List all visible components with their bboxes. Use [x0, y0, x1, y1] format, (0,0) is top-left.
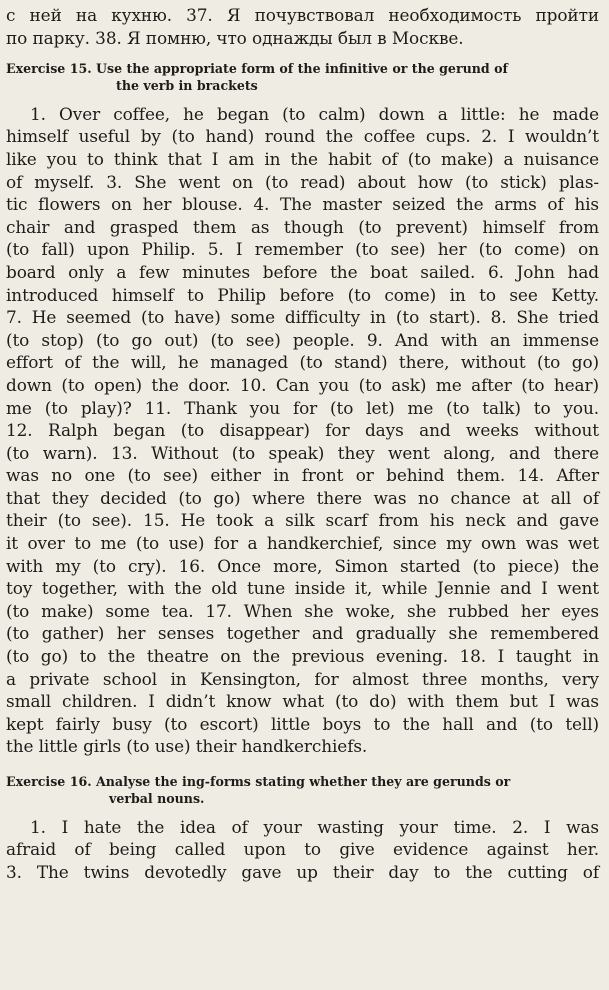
body-line: (to gather) her senses together and gradually she remembered	[6, 623, 599, 644]
body-line: по парку. 38. Я помню, что однажды был в Москве.	[6, 27, 464, 48]
body-line: tic flowers on her blouse. 4. The master seized the arms of his	[6, 194, 599, 215]
body-line: a private school in Kensington, for almost three months, very	[6, 668, 599, 689]
exercise-16-heading	[6, 774, 599, 808]
body-line: 1. I hate the idea of your wasting your time. 2. I was	[30, 816, 599, 837]
body-line: 7. He seemed (to have) some difficulty in (to start). 8. She tried	[6, 307, 599, 328]
body-line: (to go) to the theatre on the previous evening. 18. I taught in	[6, 646, 599, 667]
exercise-16-heading-line-1	[6, 774, 599, 791]
body-line: afraid of being called upon to give evidence against her.	[6, 839, 599, 860]
body-line: board only a few minutes before the boat sailed. 6. John had	[6, 261, 599, 282]
body-line: down (to open) the door. 10. Can you (to ask) me after (to hear)	[6, 374, 599, 395]
body-line: the little girls (to use) their handkerchiefs.	[6, 736, 368, 757]
exercise-16-instruction: Analyse the ing-forms stating whether they are gerunds or	[96, 774, 511, 789]
body-line: kept fairly busy (to escort) little boys to the hall and (to tell)	[6, 713, 599, 734]
body-line: me (to play)? 11. Thank you for (to let) me (to talk) to you.	[6, 397, 599, 418]
exercise-16-body	[6, 816, 599, 884]
exercise-15-label: Exercise 15.	[6, 61, 92, 77]
body-line: their (to see). 15. He took a silk scarf from his neck and gave	[6, 510, 599, 531]
exercise-15-heading	[6, 61, 599, 95]
body-line: 12. Ralph began (to disappear) for days and weeks without	[6, 420, 599, 441]
exercise-16-label: Exercise 16.	[6, 774, 92, 789]
body-line: 3. The twins devotedly gave up their day to the cutting of	[6, 861, 599, 882]
body-line: small children. I didn’t know what (to do) with them but I was	[6, 691, 599, 712]
body-line: (to make) some tea. 17. When she woke, she rubbed her eyes	[6, 600, 599, 621]
body-line: chair and grasped them as though (to prevent) himself from	[6, 216, 599, 237]
exercise-15-instruction: Use the appropriate form of the infinitive or the gerund of	[96, 61, 508, 77]
body-line: himself useful by (to hand) round the coffee cups. 2. I wouldn’t	[6, 126, 599, 147]
body-line: (to stop) (to go out) (to see) people. 9. And with an immense	[6, 329, 599, 350]
body-line: it over to me (to use) for a handkerchief, since my own was wet	[6, 533, 599, 554]
exercise-16-instruction-continued: verbal nouns.	[109, 790, 205, 806]
body-line: 1. Over coffee, he began (to calm) down a little: he made	[30, 103, 599, 124]
body-line: with my (to cry). 16. Once more, Simon started (to piece) the	[6, 555, 599, 576]
body-line: с ней на кухню. 37. Я почувствовал необходимость пройти	[6, 5, 599, 25]
body-line: (to warn). 13. Without (to speak) they went along, and there	[6, 442, 599, 463]
exercise-15-body	[6, 103, 599, 758]
body-line: like you to think that I am in the habit of (to make) a nuisance	[6, 148, 599, 169]
body-line: (to fall) upon Philip. 5. I remember (to see) her (to come) on	[6, 239, 599, 260]
body-line: of myself. 3. She went on (to read) about how (to stick) plas-	[6, 171, 599, 192]
exercise-15-heading-line-1	[6, 61, 599, 78]
body-line: introduced himself to Philip before (to come) in to see Ketty.	[6, 284, 599, 305]
body-line: was no one (to see) either in front or behind them. 14. After	[6, 465, 599, 486]
body-line: that they decided (to go) where there was no chance at all of	[6, 487, 599, 508]
exercise-15-instruction-continued: the verb in brackets	[116, 77, 258, 93]
body-line: toy together, with the old tune inside it, while Jennie and I went	[6, 578, 599, 599]
body-line: effort of the will, he managed (to stand) there, without (to go)	[6, 352, 599, 373]
